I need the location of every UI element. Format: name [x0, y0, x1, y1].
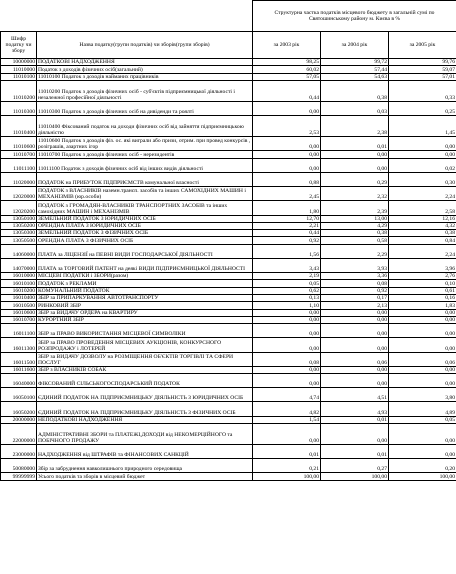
share-2003-cell: 3,43: [253, 258, 321, 272]
table-row: [1, 309, 456, 316]
share-2004-cell: 0,00: [321, 374, 389, 388]
tax-code-cell: 16011100: [1, 324, 37, 338]
share-2004-cell: 2,38: [321, 116, 389, 137]
tax-code-cell: 20000000: [1, 416, 37, 423]
share-2005-cell: 0,30: [389, 172, 456, 186]
tax-code-cell: 12020000: [1, 187, 37, 201]
share-2005-cell: 0,84: [389, 237, 456, 244]
share-2005-cell: 0,00: [389, 137, 456, 151]
table-row: [1, 116, 456, 137]
share-2003-cell: 98,25: [253, 59, 321, 66]
tax-code-cell: 16010200: [1, 287, 37, 294]
share-2004-cell: 2,32: [321, 187, 389, 201]
table-row: [1, 402, 456, 416]
tax-name-cell: ПОДАТКОВІ НАДХОДЖЕННЯ: [37, 59, 253, 66]
share-2005-cell: 0,00: [389, 338, 456, 352]
share-2004-cell: 2,29: [321, 244, 389, 258]
share-2005-cell: 0,00: [389, 316, 456, 323]
share-2005-cell: 0,00: [389, 151, 456, 158]
tax-name-cell: ЗЕМЕЛЬНИЙ ПОДАТОК З ЮРИДИЧНИХ ОСІБ: [37, 215, 253, 222]
share-2003-cell: 1,54: [253, 416, 321, 423]
tax-code-cell: 22000000: [1, 423, 37, 444]
share-2003-cell: 0,00: [253, 316, 321, 323]
share-2003-cell: 0,62: [253, 287, 321, 294]
tax-name-cell: 11010100 Податок з доходів найманих працівників: [37, 73, 253, 80]
tax-code-cell: 16010700: [1, 316, 37, 323]
tax-code-cell: 16010500: [1, 302, 37, 309]
table-row: [1, 374, 456, 388]
tax-code-cell: 16011300: [1, 338, 37, 352]
share-2005-cell: 0,00: [389, 324, 456, 338]
share-2003-cell: 1,10: [253, 302, 321, 309]
share-2003-cell: 0,21: [253, 459, 321, 473]
table-row: [1, 137, 456, 151]
share-2004-cell: 4,51: [321, 388, 389, 402]
table-row: [1, 366, 456, 373]
share-2005-cell: 100,00: [389, 473, 456, 480]
share-2003-cell: 2,19: [253, 273, 321, 280]
tax-name-cell: 11011100 Податок з доходів фізичних осіб від інших видів діяльності: [37, 158, 253, 172]
table-row: [1, 352, 456, 366]
share-2004-cell: 0,29: [321, 172, 389, 186]
share-2005-cell: 0,00: [389, 366, 456, 373]
title-blank-cell: [1, 1, 253, 32]
share-2005-cell: 57,01: [389, 73, 456, 80]
table-row: [1, 459, 456, 473]
share-2004-cell: 0,00: [321, 158, 389, 172]
table-row: [1, 423, 456, 444]
share-2003-cell: 0,00: [253, 366, 321, 373]
tax-code-cell: 10000000: [1, 59, 37, 66]
tax-name-cell: 11010700 Податок з доходів фізичних осіб - нерезидентів: [37, 151, 253, 158]
tax-name-cell: Податок з доходів фізичних осіб(загальний): [37, 66, 253, 73]
table-row: [1, 294, 456, 301]
share-2003-cell: 0,44: [253, 230, 321, 237]
share-2003-cell: 0,00: [253, 158, 321, 172]
tax-name-cell: ПЛАТА за ТОРГОВИЙ ПАТЕНТ на деякі ВИДИ ПІДПРИЄМНИЦЬКОЇ ДІЯЛЬНОСТІ: [37, 258, 253, 272]
table-row: [1, 187, 456, 201]
tax-name-cell: НАДХОДЖЕННЯ від ШТРАФІВ та ФІНАНСОВИХ САНКЦІЙ: [37, 444, 253, 458]
share-2004-cell: 0,38: [321, 230, 389, 237]
share-2004-cell: 0,00: [321, 316, 389, 323]
table-row: [1, 258, 456, 272]
share-2003-cell: 0,00: [253, 309, 321, 316]
share-2005-cell: 0,20: [389, 459, 456, 473]
share-2004-cell: 0,01: [321, 137, 389, 151]
title-row: [1, 1, 456, 32]
tax-name-cell: Збір за забруднення навколишнього природного середовища: [37, 459, 253, 473]
share-2003-cell: 0,00: [253, 324, 321, 338]
share-2005-cell: 0,05: [389, 416, 456, 423]
tax-name-cell: Усього податків та зборів в місцевий бюджет: [37, 473, 253, 480]
tax-code-cell: 11020000: [1, 172, 37, 186]
share-2003-cell: 0,01: [253, 444, 321, 458]
share-2004-cell: 0,00: [321, 309, 389, 316]
tax-name-cell: ЄДИНИЙ ПОДАТОК НА ПІДПРИЄМНИЦЬКУ ДІЯЛЬНІСТЬ З ФІЗИЧНИХ ОСІБ: [37, 402, 253, 416]
share-2005-cell: 4,89: [389, 402, 456, 416]
table-row: [1, 101, 456, 115]
share-2004-cell: 0,03: [321, 101, 389, 115]
share-2003-cell: 0,88: [253, 172, 321, 186]
share-2003-cell: 2,53: [253, 116, 321, 137]
tax-code-cell: 11010000: [1, 66, 37, 73]
share-2003-cell: 2,45: [253, 187, 321, 201]
tax-name-cell: ЗБІР за ВИДАЧУ ДОЗВОЛУ на РОЗМІЩЕННЯ ОБ'ЄКТІВ ТОРГІВЛІ ТА СФЕРИ ПОСЛУГ: [37, 352, 253, 366]
tax-code-cell: 23000000: [1, 444, 37, 458]
tax-name-cell: НЕПОДАТКОВІ НАДХОДЖЕННЯ: [37, 416, 253, 423]
tax-code-cell: 16010000: [1, 273, 37, 280]
table-row: [1, 280, 456, 287]
share-2004-cell: 0,00: [321, 151, 389, 158]
share-2004-cell: 0,00: [321, 423, 389, 444]
table-row: [1, 316, 456, 323]
tax-code-cell: 16011500: [1, 352, 37, 366]
share-2005-cell: 0,33: [389, 80, 456, 101]
share-2003-cell: 0,00: [253, 137, 321, 151]
share-2004-cell: 0,06: [321, 352, 389, 366]
tax-code-cell: 13050300: [1, 230, 37, 237]
table-row: [1, 388, 456, 402]
tax-name-cell: 11010400 Фіксований податок на доходи фізичних осіб від зайняття підприємницькою діяльністю: [37, 116, 253, 137]
tax-code-cell: 14070000: [1, 258, 37, 272]
tax-name-cell: 11010200 Податок з доходів фізичних осіб - суб'єктів підприємницької діяльності і незалежної професійної діяльності: [37, 80, 253, 101]
share-2005-cell: 0,61: [389, 287, 456, 294]
tax-code-cell: 16010600: [1, 309, 37, 316]
share-2003-cell: 4,82: [253, 402, 321, 416]
share-2003-cell: 0,13: [253, 294, 321, 301]
table-row: [1, 80, 456, 101]
share-2005-cell: 0,38: [389, 230, 456, 237]
share-2005-cell: 0,00: [389, 423, 456, 444]
table-row: [1, 59, 456, 66]
table-title: Структурна частка податків місцевого бюджету в загальній сумі по Святошинському району м. Києва в %: [253, 1, 456, 32]
tax-code-cell: 11010400: [1, 116, 37, 137]
share-2004-cell: 4,93: [321, 402, 389, 416]
share-2005-cell: 0,00: [389, 444, 456, 458]
share-2005-cell: 0,16: [389, 294, 456, 301]
table-row: [1, 473, 456, 480]
share-2003-cell: 60,02: [253, 66, 321, 73]
table-row: [1, 73, 456, 80]
share-2005-cell: 1,45: [389, 116, 456, 137]
tax-code-cell: 13050100: [1, 215, 37, 222]
share-2005-cell: 0,02: [389, 158, 456, 172]
tax-name-cell: ПОДАТОК з ГРОМАДЯН-ВЛАСНИКІВ ТРАНСПОРТНИХ ЗАСОБІВ та інших самохідних МАШИН і МЕХАНІЗМІВ: [37, 201, 253, 215]
share-2005-cell: 2,76: [389, 273, 456, 280]
share-2003-cell: 0,00: [253, 151, 321, 158]
tax-name-cell: ЗБІР за ВИДАЧУ ОРДЕРА на КВАРТИРУ: [37, 309, 253, 316]
tax-code-cell: 13050200: [1, 222, 37, 229]
tax-code-cell: 99999999: [1, 473, 37, 480]
share-2004-cell: 0,00: [321, 338, 389, 352]
share-2003-cell: 57,05: [253, 73, 321, 80]
tax-code-cell: 13050500: [1, 237, 37, 244]
tax-code-cell: 11010600: [1, 137, 37, 151]
table-row: [1, 201, 456, 215]
tax-code-cell: 11010200: [1, 80, 37, 101]
share-2005-cell: 3,80: [389, 388, 456, 402]
table-row: [1, 324, 456, 338]
share-2003-cell: 2,21: [253, 222, 321, 229]
share-2005-cell: 4,32: [389, 222, 456, 229]
share-2004-cell: 54,63: [321, 73, 389, 80]
share-2005-cell: 1,83: [389, 302, 456, 309]
share-2004-cell: 99,72: [321, 59, 389, 66]
tax-code-cell: 11010700: [1, 151, 37, 158]
table-row: [1, 230, 456, 237]
table-row: [1, 237, 456, 244]
share-2004-cell: 3,36: [321, 273, 389, 280]
table-row: [1, 416, 456, 423]
share-2003-cell: 0,00: [253, 423, 321, 444]
tax-code-cell: 14060000: [1, 244, 37, 258]
table-row: [1, 158, 456, 172]
column-header-2005: за 2005 рік: [389, 32, 456, 59]
share-2003-cell: 0,00: [253, 338, 321, 352]
tax-name-cell: ОРЕНДНА ПЛАТА З ФІЗИЧНИХ ОСІБ: [37, 237, 253, 244]
share-2005-cell: 3,96: [389, 258, 456, 272]
share-2004-cell: 0,01: [321, 444, 389, 458]
tax-code-cell: 16050100: [1, 388, 37, 402]
tax-code-cell: 11010300: [1, 101, 37, 115]
share-2004-cell: 3,93: [321, 258, 389, 272]
tax-name-cell: ФІКСОВАНИЙ СІЛЬСЬКОГОСПОДАРСЬКИЙ ПОДАТОК: [37, 374, 253, 388]
share-2004-cell: 0,01: [321, 416, 389, 423]
tax-code-cell: 16040000: [1, 374, 37, 388]
tax-code-cell: 16010400: [1, 294, 37, 301]
table-row: [1, 66, 456, 73]
share-2003-cell: 100,00: [253, 473, 321, 480]
share-2003-cell: 12,70: [253, 215, 321, 222]
tax-name-cell: ЗБІР за ПРАВО ВИКОРИСТАННЯ МІСЦЕВОЇ СИМВОЛІКИ: [37, 324, 253, 338]
tax-name-cell: ЗЕМЕЛЬНИЙ ПОДАТОК З ФІЗИЧНИХ ОСІБ: [37, 230, 253, 237]
share-2005-cell: 0,06: [389, 352, 456, 366]
share-2004-cell: 100,00: [321, 473, 389, 480]
table-row: [1, 172, 456, 186]
tax-name-cell: ЄДИНИЙ ПОДАТОК НА ПІДПРИЄМНИЦЬКУ ДІЯЛЬНІСТЬ З ЮРИДИЧНИХ ОСІБ: [37, 388, 253, 402]
share-2005-cell: 99,76: [389, 59, 456, 66]
share-2003-cell: 0,92: [253, 237, 321, 244]
share-2004-cell: 0,00: [321, 366, 389, 373]
table-row: [1, 302, 456, 309]
table-row: [1, 338, 456, 352]
column-header-row: [1, 32, 456, 59]
share-2003-cell: 0,05: [253, 280, 321, 287]
share-2004-cell: 0,00: [321, 324, 389, 338]
share-2004-cell: 0,92: [321, 287, 389, 294]
table-row: [1, 244, 456, 258]
tax-name-cell: ЗБІР з ВЛАСНИКІВ СОБАК: [37, 366, 253, 373]
tax-code-cell: 16010100: [1, 280, 37, 287]
tax-name-cell: МІСЦЕВІ ПОДАТКИ і ЗБОРИ(разом): [37, 273, 253, 280]
column-header-code: Шифр податку чи збору: [1, 32, 37, 59]
share-2003-cell: 1,56: [253, 244, 321, 258]
share-2005-cell: 2,58: [389, 201, 456, 215]
tax-name-cell: ЗБІР за ПРАВО ПРОВЕДЕННЯ МІСЦЕВИХ АУКЦІОНІВ, КОНКУРСНОГО РОЗПРОДАЖУ і ЛОТЕРЕЙ: [37, 338, 253, 352]
tax-code-cell: 16050200: [1, 402, 37, 416]
share-2004-cell: 13,00: [321, 215, 389, 222]
share-2005-cell: 2,24: [389, 244, 456, 258]
share-2004-cell: 4,29: [321, 222, 389, 229]
share-2005-cell: 0,00: [389, 309, 456, 316]
tax-name-cell: КУРОРТНИЙ ЗБІР: [37, 316, 253, 323]
tax-name-cell: ПОДАТОК з ВЛАСНИКІВ наземн.трансп. засобів та інших САМОХІДНИХ МАШИН і МЕХАНІЗМІВ (юр.особи): [37, 187, 253, 201]
table-row: [1, 287, 456, 294]
tax-name-cell: ПОДАТОК з РЕКЛАМИ: [37, 280, 253, 287]
table-row: [1, 222, 456, 229]
tax-name-cell: 11010300 Податок з доходів фізичних осіб на дивіденди та роялті: [37, 101, 253, 115]
share-2005-cell: 2,24: [389, 187, 456, 201]
table-row: [1, 444, 456, 458]
share-2004-cell: 0,38: [321, 80, 389, 101]
share-2004-cell: 0,27: [321, 459, 389, 473]
column-header-2004: за 2004 рік: [321, 32, 389, 59]
tax-name-cell: ПОДАТОК на ПРИБУТОК ПІДПРИЄМСТВ комунальної власності: [37, 172, 253, 186]
table-row: [1, 273, 456, 280]
share-2004-cell: 2,13: [321, 302, 389, 309]
tax-code-cell: 16011600: [1, 366, 37, 373]
share-2003-cell: 0,08: [253, 352, 321, 366]
share-2005-cell: 59,07: [389, 66, 456, 73]
share-2004-cell: 2,39: [321, 201, 389, 215]
share-2005-cell: 12,16: [389, 215, 456, 222]
tax-name-cell: 11010600 Податок з доходів фіз. ос. які виграли або призи, отрим. при провед конкурсів , розіграшів, азартних ігор: [37, 137, 253, 151]
tax-code-cell: 50080000: [1, 459, 37, 473]
share-2003-cell: 4,74: [253, 388, 321, 402]
tax-name-cell: АДМІНІСТРАТИВНІ ЗБОРИ та ПЛАТЕЖІ,ДОХОДИ від НЕКОМЕРЦІЙНОГО та ПОБІЧНОГО ПРОДАЖУ: [37, 423, 253, 444]
share-2003-cell: 1,80: [253, 201, 321, 215]
share-2003-cell: 0,00: [253, 101, 321, 115]
share-2005-cell: 0,10: [389, 280, 456, 287]
share-2005-cell: 0,00: [389, 374, 456, 388]
tax-name-cell: ЗБІР за ПРИПАРКУВАННЯ АВТОТРАНСПОРТУ: [37, 294, 253, 301]
tax-name-cell: ОРЕНДНА ПЛАТА З ЮРИДИЧНИХ ОСІБ: [37, 222, 253, 229]
share-2005-cell: 0,25: [389, 101, 456, 115]
share-2004-cell: 57,44: [321, 66, 389, 73]
share-2003-cell: 0,44: [253, 80, 321, 101]
tax-code-cell: 11011100: [1, 158, 37, 172]
tax-name-cell: РИНКОВИЙ ЗБІР: [37, 302, 253, 309]
share-2004-cell: 0,58: [321, 237, 389, 244]
column-header-2003: за 2003 рік: [253, 32, 321, 59]
share-2003-cell: 0,00: [253, 374, 321, 388]
table-row: [1, 151, 456, 158]
share-2004-cell: 0,08: [321, 280, 389, 287]
tax-code-cell: 12020200: [1, 201, 37, 215]
table-row: [1, 215, 456, 222]
tax-name-cell: КОМУНАЛЬНИЙ ПОДАТОК: [37, 287, 253, 294]
tax-code-cell: 11010100: [1, 73, 37, 80]
share-2004-cell: 0,17: [321, 294, 389, 301]
column-header-name: Назва податку(групи податків) чи зборів(групи зборів): [37, 32, 253, 59]
tax-name-cell: ПЛАТА за ЛІЦЕНЗІЇ на ПЕВНІ ВИДИ ГОСПОДАРСЬКОЇ ДІЯЛЬНОСТІ: [37, 244, 253, 258]
